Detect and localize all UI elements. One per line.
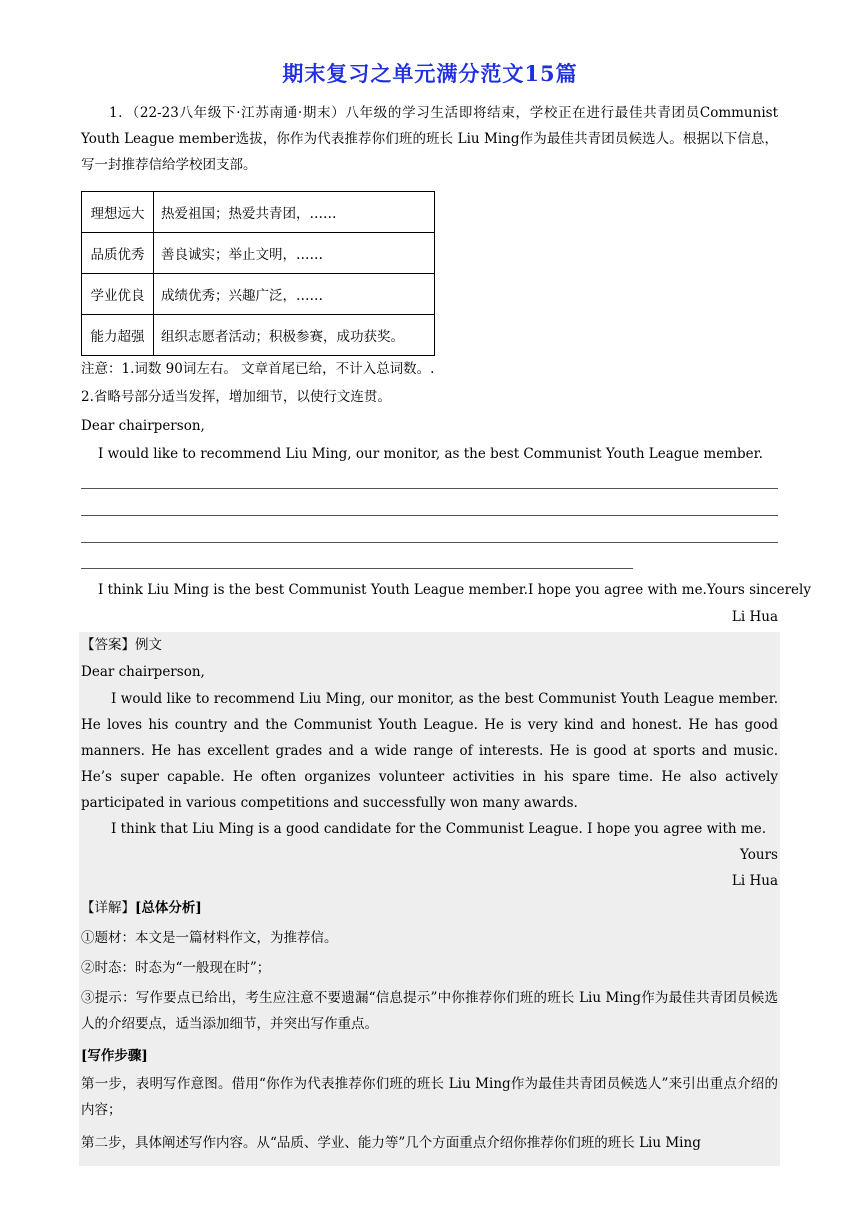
table-row	[82, 192, 435, 233]
step-2: 第二步，具体阐述写作内容。从“品质、学业、能力等”几个方面重点介绍你推荐你们班的班长 Liu Ming	[81, 1135, 701, 1151]
writing-line	[81, 515, 778, 516]
letter-signature: Li Hua	[731, 609, 778, 625]
steps-heading: [写作步骤]	[81, 1048, 148, 1064]
table-cell-category: 学业优良	[82, 274, 154, 315]
table-cell-detail: 善良诚实；举止文明，……	[154, 233, 435, 274]
letter-opening: I would like to recommend Liu Ming, our monitor, as the best Communist Youth League member.	[98, 446, 763, 462]
analysis-label: 【详解】	[81, 900, 135, 916]
table-cell-category: 理想远大	[82, 192, 154, 233]
answer-body: I would like to recommend Liu Ming, our monitor, as the best Communist Youth League member. He loves his country and the Communist Youth League. He is very kind and honest. He has good manners. He has excellent grades and a wide range of interests. He is good at sports and music. He’s super capable. He often organizes volunteer activities in his spare time. He also actively participated in various competitions and successfully won many awards.	[81, 691, 778, 811]
analysis-point-1: ①题材：本文是一篇材料作文，为推荐信。	[81, 930, 338, 946]
analysis-overall-heading: [总体分析]	[135, 900, 202, 916]
answer-signature: Li Hua	[731, 873, 778, 889]
table-row	[82, 315, 435, 356]
analysis-point-2: ②时态：时态为“一般现在时”；	[81, 960, 271, 976]
question-prompt: 1．（22-23八年级下·江苏南通·期末）八年级的学习生活即将结束，学校正在进行最佳共青团员Communist Youth League member选拔，你作为代表推荐你们班的班长 Liu Ming作为最佳共青团员候选人。根据以下信息，写一封推荐信给学校团支部。	[81, 105, 778, 173]
info-table	[81, 191, 435, 356]
writing-line	[81, 488, 778, 489]
answer-yours: Yours	[740, 847, 778, 863]
table-cell-category: 能力超强	[82, 315, 154, 356]
note-ellipsis: 2.省略号部分适当发挥，增加细节，以使行文连贯。	[81, 389, 391, 405]
table-row	[82, 274, 435, 315]
table-cell-detail: 热爱祖国；热爱共青团，……	[154, 192, 435, 233]
note-word-count: 注意：1.词数 90词左右。 文章首尾已给，不计入总词数。.	[81, 361, 435, 377]
table-cell-detail: 成绩优秀；兴趣广泛，……	[154, 274, 435, 315]
answer-label: 【答案】例文	[81, 637, 162, 653]
analysis-header	[81, 895, 202, 921]
analysis-point-3: ③提示：写作要点已给出，考生应注意不要遗漏“信息提示”中你推荐你们班的班长 Liu Ming作为最佳共青团员候选人的介绍要点，适当添加细节，并突出写作重点。	[81, 990, 778, 1032]
writing-line	[81, 568, 633, 569]
answer-closing: I think that Liu Ming is a good candidate for the Communist League. I hope you agree with me.	[111, 821, 766, 837]
table-row	[82, 233, 435, 274]
answer-salutation: Dear chairperson,	[81, 664, 205, 680]
document-title: 期末复习之单元满分范文15篇	[282, 61, 578, 86]
letter-closing: I think Liu Ming is the best Communist Youth League member.I hope you agree with me.Yours sincerely	[98, 582, 811, 598]
step-1: 第一步，表明写作意图。借用“你作为代表推荐你们班的班长 Liu Ming作为最佳共青团员候选人”来引出重点介绍的内容；	[81, 1076, 778, 1118]
writing-line	[81, 542, 778, 543]
letter-salutation: Dear chairperson,	[81, 418, 205, 434]
table-cell-category: 品质优秀	[82, 233, 154, 274]
table-cell-detail: 组织志愿者活动；积极参赛，成功获奖。	[154, 315, 435, 356]
